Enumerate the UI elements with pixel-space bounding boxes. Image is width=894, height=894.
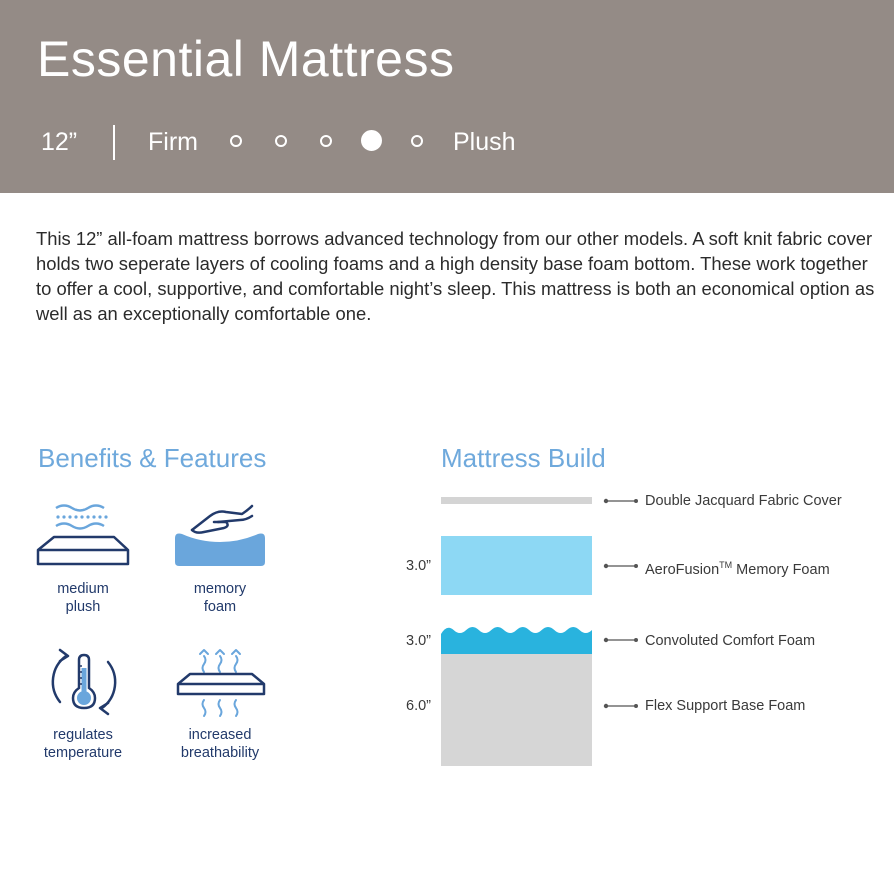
header-divider [113, 125, 115, 160]
layer-aerofusion-memory-foam [441, 536, 592, 595]
layer-thickness-aerofusion: 3.0” [406, 558, 431, 574]
layer-convoluted-comfort-foam [441, 624, 592, 654]
feature-regulates-temperature-line2: temperature [43, 745, 123, 761]
leader-line-aerofusion [602, 561, 640, 571]
firmness-dot-5 [411, 135, 423, 147]
leader-line-convoluted [602, 635, 640, 645]
mattress-build-title: Mattress Build [441, 443, 606, 473]
medium-plush-mattress-icon [34, 500, 132, 572]
feature-memory-foam-line2: foam [203, 599, 237, 615]
firmness-dot-4-selected [361, 130, 382, 151]
firmness-firm-label: Firm [148, 128, 198, 156]
firmness-dot-1 [230, 135, 242, 147]
page-title: Essential Mattress [37, 31, 455, 87]
feature-medium-plush [28, 580, 138, 616]
feature-memory-foam-line1: memory [193, 581, 247, 597]
thermometer-icon [48, 646, 120, 718]
product-description: This 12” all-foam mattress borrows advanced technology from our other models. A soft knit fabric cover holds two seperate layers of cooling foams and a high density base foam bottom. These work together to offer a cool, supportive, and comfortable night’s sleep. This mattress is both an economical option as well as an exceptionally comfortable one. [36, 228, 875, 324]
feature-regulates-temperature-line1: regulates [53, 727, 113, 743]
feature-memory-foam [165, 580, 275, 616]
firmness-plush-label: Plush [453, 128, 516, 156]
feature-medium-plush-line2: plush [65, 599, 101, 615]
memory-foam-hand-icon [170, 500, 270, 572]
feature-increased-breathability-line1: increased [188, 727, 252, 743]
layer-flex-support-base-foam [441, 654, 592, 766]
firmness-dot-3 [320, 135, 332, 147]
feature-increased-breathability-line2: breathability [180, 745, 260, 761]
layer-label-aerofusion-name: AeroFusion [645, 562, 720, 578]
layer-label-cover: Double Jacquard Fabric Cover [645, 493, 842, 509]
layer-label-base: Flex Support Base Foam [645, 698, 806, 714]
benefits-title: Benefits & Features [38, 443, 267, 473]
feature-medium-plush-line1: medium [57, 581, 109, 597]
layer-fabric-cover [441, 497, 592, 504]
layer-thickness-base: 6.0” [406, 698, 431, 714]
layer-label-aerofusion-suffix: Memory Foam [732, 562, 830, 578]
leader-line-cover [602, 496, 640, 506]
trademark-sup: TM [719, 560, 733, 570]
leader-line-base [602, 701, 640, 711]
layer-thickness-convoluted: 3.0” [406, 633, 431, 649]
mattress-size: 12” [41, 128, 78, 156]
firmness-dot-2 [275, 135, 287, 147]
feature-increased-breathability [165, 726, 275, 762]
header-banner [0, 0, 894, 193]
feature-regulates-temperature [28, 726, 138, 762]
breathability-icon [172, 646, 268, 718]
layer-label-convoluted: Convoluted Comfort Foam [645, 633, 816, 649]
layer-label-aerofusion [645, 560, 830, 578]
